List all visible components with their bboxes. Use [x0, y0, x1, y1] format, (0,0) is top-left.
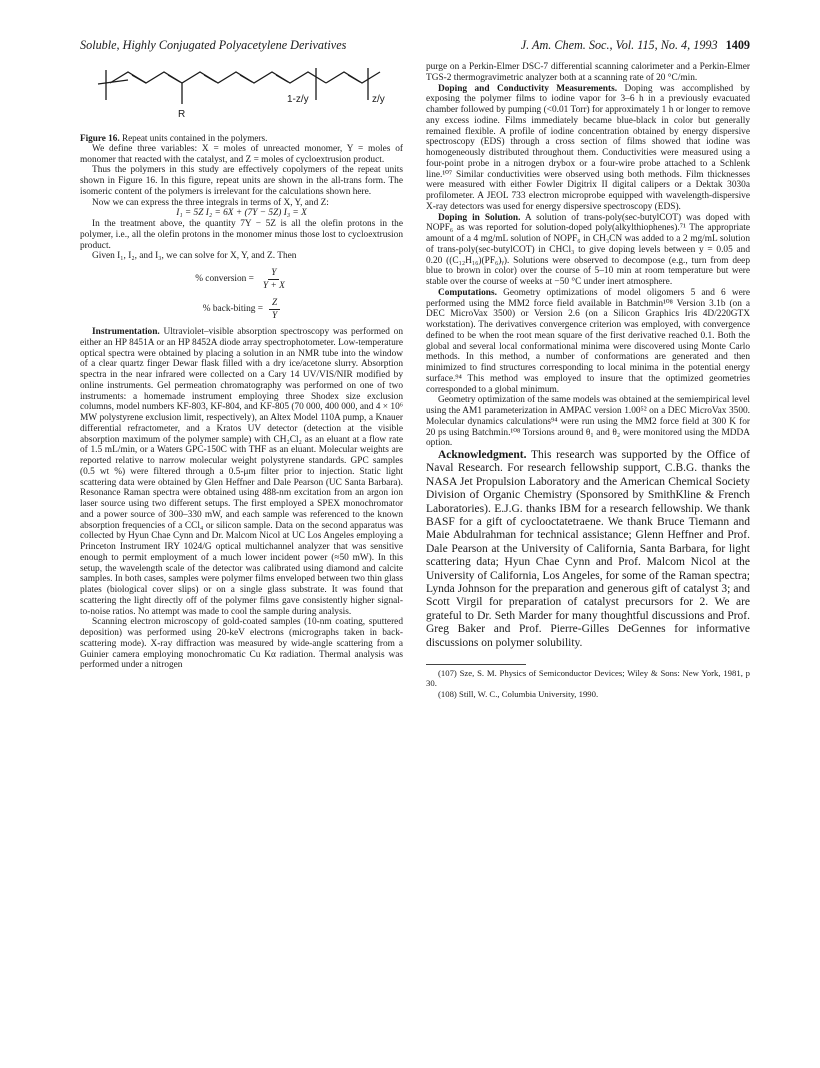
paragraph-geometry: Geometry optimization of the same models was obtained at the semiempirical level using the AM1 parameterization in AMPAC version 1.00⁵² on a DEC MicroVax 3500. Molecular dynamics calculations⁹⁴ were run using the MM2 force field at 300 K for 20 ps using Batchmin.¹⁰⁸ Torsions around θ₁ and θ₂ were monitored using the MDDA option.	[426, 395, 750, 449]
acknowledgment-heading: Acknowledgment.	[438, 449, 527, 461]
solution-doping-text: A solution of trans-poly(sec-butylCOT) was doped with NOPF₆ as was reported for solution-doped poly(alkylthiophenes).⁷¹ The appropriate amount of a 4 mg/mL solution of NOPF₆ in CH₃CN was added to a 2 mg/mL solution of trans-poly(sec-butylCOT) in CHCl₃ to give doping levels between y = 0.05 and 0.20 ((C₁₂H₁₆)(PF₆)ᵧ). Solutions were observed to decompose (e.g., turn from deep blue to brown in color) over the course of 5–10 min at room temperature but were stable over the course of weeks at −50 °C under inert atmosphere.	[426, 212, 751, 287]
equation-backbiting	[80, 297, 403, 322]
fraction-label-zy: z/y	[372, 94, 385, 105]
figure-caption	[80, 133, 403, 144]
backbiting-fraction	[269, 297, 280, 322]
backbiting-numerator: Z	[269, 297, 280, 310]
acknowledgment	[426, 449, 750, 650]
double-bond-inner	[204, 75, 216, 82]
conversion-numerator: Y	[268, 267, 279, 280]
conversion-denominator: Y + X	[262, 281, 285, 291]
r-label: R	[178, 109, 186, 120]
paragraph-solve: Given I₁, I₂, and I₃, we can solve for X, Y, and Z. Then	[92, 251, 297, 262]
caption-label: Figure 16.	[80, 133, 120, 143]
page-number: 1409	[725, 38, 750, 52]
instrumentation-text: Ultraviolet–visible absorption spectroscopy was performed on either an HP 8451A or an HP 8452A diode array spectrophotometer. Low-temperature optical spectra were obtained by placing a solution in an NMR tube into the window of a clear quartz finger Dewar flask filled with a dry ice/acetone slurry. Absorption spectra in the near infrared were collected on a Cary 14 UV/VIS/NIR modified by online instruments. Gel permeation chromatography was performed on one of two instruments: a homemade instrument employing three Shodex size exclusion columns, model numbers KF-803, KF-804, and KF-805 (70 000, 400 000, and 4 × 10⁶ MW polystyrene exclusion limit, respectively), an Altex Model 110A pump, a Knauer differential refractometer, and a Kratos UV detector (detection at the visible absorption maximum of the polymer sample) with CH₂Cl₂ as an eluant at a flow rate of 1.5 mL/min, or a Waters GPC-150C with THF as an eluant. Molecular weights are reported relative to narrow molecular weight polystyrene standards. GPC samples (0.5 wt %) were filtered through a 0.5-μm filter prior to injection. Static light scattering data were obtained by Glen Heffner and Dale Pearson (UC Santa Barbara). Resonance Raman spectra were obtained using 488-nm excitation from an argon ion laser source using two different setups. The first employed a SPEX monochromator and a power source of 300–330 mW, and each sample was referenced to the known absorption frequencies of a CCl₄ or silicon sample. Data on the second apparatus was collected by Hyun Chae Cynn and Dr. Malcom Nicol at UC Los Angeles employing a Princeton Instrument IRY 1024/G optical multichannel analyzer that was sensitive enough to permit employment of a much lower incident power (≈50 mW). In this setup, the wavelength scale of the detector was calibrated using diamond and calcite samples. In both cases, samples were polymer films enveloped between two thin glass plates (biological cover slips) or on a single glass substrate. It was found that scattering the light directly off of the polymer films gave consistently higher signal-to-noise ratios. No attempt was made to cool the sample during analysis.	[80, 327, 403, 617]
paragraph-treatment: In the treatment above, the quantity 7Y − 5Z is all the olefin protons in the polymer, i.e., all the olefin protons in the monomer minus those lost to cycloextrusion product.	[80, 219, 403, 251]
repeat-unit-structure	[80, 62, 403, 128]
caption-text: Repeat units contained in the polymers.	[121, 133, 268, 143]
left-column	[80, 62, 403, 671]
running-header	[80, 38, 750, 54]
figure-16	[80, 62, 403, 128]
paragraph-variables: We define three variables: X = moles of unreacted monomer, Y = moles of monomer that reacted with the catalyst, and Z = moles of cycloextrusion product.	[80, 143, 403, 165]
paragraph-solution-doping	[426, 213, 750, 288]
paragraph-copolymers: Thus the polymers in this study are effectively copolymers of the repeat units shown in Figure 16. In this figure, repeat units are shown in the all-trans form. The isomeric content of the polymers is irrelevant for the calculations shown here.	[80, 165, 403, 197]
doping-text: Doping was accomplished by exposing the polymer films to iodine vapor for 3–6 h in a previously evacuated chamber followed by pumping (<0.01 Torr) for approximately 1 h or longer to remove any excess iodine. Films immediately became blue-black in color but generally remained flexible. A profile of iodine concentration obtained by energy dispersive spectroscopy (EDS) through a cross section of films showed that iodine was homogeneously distributed throughout them. Conductivities were measured using a four-point probe in a nitrogen drybox or a four-wire probe attached to a Schlenk line.¹⁰⁷ Similar conductivities were observed using both methods. Film thicknesses were measured with either Fowler Digitrix II digital calipers or a Dektak 3030a profilometer. A JEOL 733 electron microprobe equipped with wavelength-dispersive X-ray detectors was used for energy dispersive spectroscopy (EDS).	[426, 83, 750, 212]
double-bond-inner	[348, 75, 360, 82]
equation-conversion	[80, 267, 403, 292]
journal-reference: J. Am. Chem. Soc., Vol. 115, No. 4, 1993	[520, 38, 718, 52]
double-bond-inner	[168, 75, 180, 82]
paragraph-thermal-continued: purge on a Perkin-Elmer DSC-7 differential scanning calorimeter and a Perkin-Elmer TGS-2 thermogravimetric analyzer both at a scanning rate of 20 °C/min.	[426, 62, 750, 83]
right-column	[426, 62, 750, 699]
paragraph-doping	[426, 84, 750, 213]
section-heading-solution: Doping in Solution.	[438, 212, 521, 223]
references-rule	[426, 664, 526, 665]
equation-integrals: I₁ = 5Z I₂ = 6X + (7Y − 5Z) I₃ = X	[176, 208, 307, 219]
double-bond-inner	[276, 75, 288, 82]
fraction-label-1zy: 1-z/y	[287, 94, 309, 105]
paragraph-computations	[426, 288, 750, 396]
section-heading-instrumentation: Instrumentation.	[92, 327, 160, 337]
paragraph-sem: Scanning electron microscopy of gold-coated samples (10-nm coating, sputtered deposition) was performed using 20-keV electrons (micrographs taken in back-scattering mode). X-ray diffraction was measured by wide-angle scattering from a Guinier camera employing monochromatic Cu Kα radiation. Thermal analysis was performed under a nitrogen	[80, 617, 403, 671]
reference-107: (107) Sze, S. M. Physics of Semiconductor Devices; Wiley & Sons: New York, 1981, p 30.	[426, 668, 750, 689]
conversion-fraction	[260, 267, 288, 292]
references	[426, 668, 750, 699]
double-bond-inner	[240, 75, 252, 82]
section-heading-computations: Computations.	[438, 287, 497, 298]
backbiting-label: % back-biting =	[202, 304, 264, 315]
running-title: Soluble, Highly Conjugated Polyacetylene Derivatives	[80, 38, 347, 52]
backbiting-denominator: Y	[272, 311, 278, 321]
conversion-label: % conversion =	[195, 274, 254, 285]
double-bond-inner	[132, 75, 146, 83]
paragraph-integrals: Now we can express the three integrals in terms of X, Y, and Z:	[92, 197, 329, 208]
section-heading-doping: Doping and Conductivity Measurements.	[438, 83, 618, 94]
reference-108: (108) Still, W. C., Columbia University, 1990.	[438, 688, 599, 699]
acknowledgment-text: This research was supported by the Office of Naval Research. For research fellowship support, C.B.G. thanks the NASA Jet Propulsion Laboratory and the American Chemical Society Division of Organic Chemistry (Sponsored by SmithKline & French Laboratories). E.J.G. thanks IBM for a research fellowship. We thank BASF for a gift of cyclooctatetraene. We thank Bruce Tiemann and Maie Abdulrahman for technical assistance; Glenn Heffner and Prof. Dale Pearson at the University of California, Santa Barbara, for light scattering data; Hyun Chae Cynn and Prof. Malcom Nicol at the University of California, Los Angeles, for some of the Raman spectra; Lynda Johnson for the preparation and generous gift of catalyst 3; and Scott Virgil for preparation of catalyst precursors for 2. We are grateful to Dr. Seth Marder for many thoughtful discussions and Prof. Greg Baker and Prof. Pierre-Gilles DeGennes for informative discussions on polymer solubility.	[426, 449, 751, 649]
journal-citation	[521, 38, 750, 53]
computations-text: Geometry optimizations of model oligomers 5 and 6 were performed using the MM2 force field available in Batchmin¹⁰⁸ Version 3.1b (on a DEC MicroVax 3500) or Version 2.6 (on a Silicon Graphics Iris 4D/220GTX workstation). The derivatives convergence criterion was employed, with convergence defined to be when the root mean square of the first derivative reached 0.1. Both the global and several local conformational minima were discovered using Monte Carlo methods. In this method, a number of conformations are generated and then minimized to find structures corresponding to local minima in the potential energy surface.⁹⁴ This method was employed to insure that the optimized geometries corresponded to a global minimum.	[426, 287, 750, 395]
paragraph-instrumentation	[80, 327, 403, 617]
